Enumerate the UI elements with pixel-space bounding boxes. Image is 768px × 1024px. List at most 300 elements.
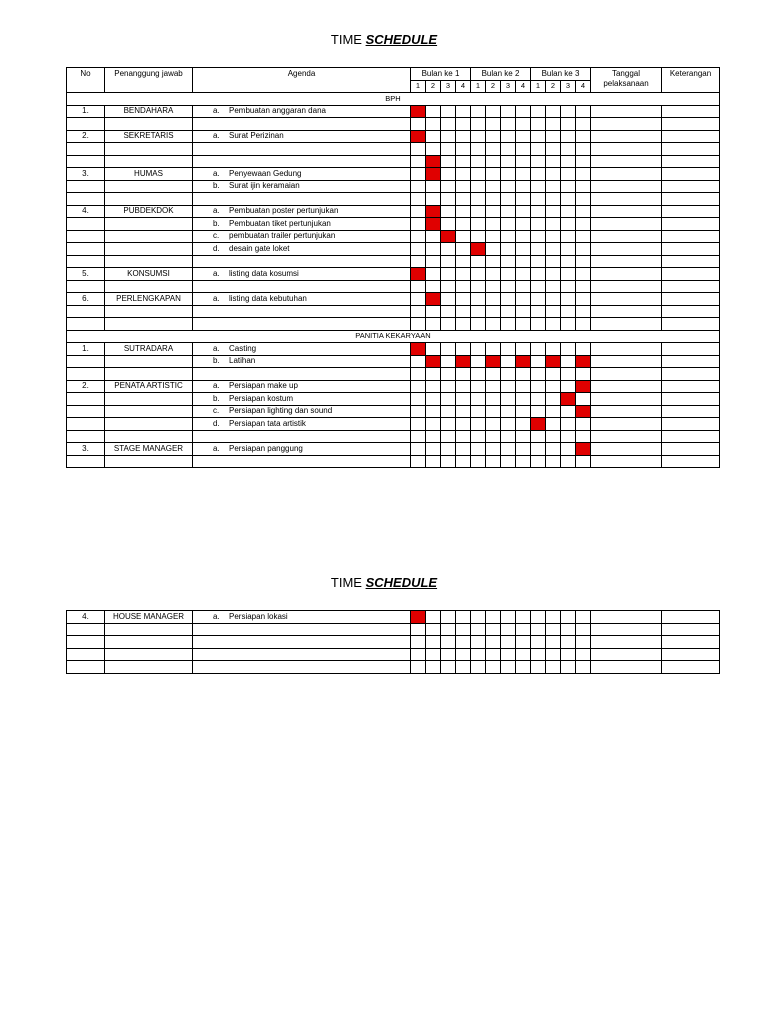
week-cell xyxy=(546,443,561,456)
week-cell xyxy=(561,455,576,468)
title-emphasis: SCHEDULE xyxy=(365,32,438,47)
week-cell xyxy=(531,205,546,218)
week-cell xyxy=(426,405,441,418)
table-row xyxy=(67,305,720,318)
week-cell xyxy=(561,168,576,181)
week-cell xyxy=(516,193,531,206)
week-cell xyxy=(516,268,531,281)
agenda-text: Pembuatan poster pertunjukan xyxy=(229,206,339,216)
week-cell xyxy=(486,280,501,293)
week-cell xyxy=(576,180,591,193)
table-row xyxy=(67,405,720,418)
week-cell xyxy=(576,430,591,443)
table-row xyxy=(67,243,720,256)
week-cell xyxy=(456,105,471,118)
week-cell xyxy=(516,636,531,649)
penanggung-jawab-cell xyxy=(105,193,193,206)
table-row xyxy=(67,623,720,636)
week-cell xyxy=(576,368,591,381)
week-cell xyxy=(471,118,486,131)
week-cell xyxy=(441,380,456,393)
week-cell xyxy=(411,405,426,418)
table-row xyxy=(67,611,720,624)
week-cell xyxy=(531,218,546,231)
week-cell xyxy=(576,130,591,143)
agenda-cell xyxy=(193,343,411,356)
week-cell xyxy=(561,218,576,231)
agenda-cell xyxy=(193,280,411,293)
week-cell xyxy=(486,118,501,131)
week-cell xyxy=(546,648,561,661)
week-cell xyxy=(486,293,501,306)
week-cell xyxy=(546,661,561,674)
week-cell xyxy=(516,293,531,306)
week-cell xyxy=(426,243,441,256)
week-cell xyxy=(531,180,546,193)
week-cell xyxy=(531,455,546,468)
week-cell xyxy=(471,130,486,143)
agenda-cell xyxy=(193,205,411,218)
week-cell xyxy=(516,648,531,661)
week-cell xyxy=(501,155,516,168)
week-cell xyxy=(486,455,501,468)
week-cell xyxy=(456,611,471,624)
row-number: 4. xyxy=(67,205,105,218)
week-cell xyxy=(576,318,591,331)
week-cell xyxy=(576,648,591,661)
tanggal-cell xyxy=(591,143,662,156)
week-cell xyxy=(471,393,486,406)
week-cell xyxy=(546,636,561,649)
week-cell xyxy=(456,230,471,243)
week-cell xyxy=(576,218,591,231)
week-cell xyxy=(456,623,471,636)
agenda-cell xyxy=(193,255,411,268)
penanggung-jawab-cell: KONSUMSI xyxy=(105,268,193,281)
agenda-letter: b. xyxy=(213,356,220,366)
week-cell xyxy=(576,418,591,431)
week-cell xyxy=(501,648,516,661)
keterangan-cell xyxy=(662,130,720,143)
week-cell xyxy=(441,280,456,293)
week-cell xyxy=(516,661,531,674)
week-cell xyxy=(441,180,456,193)
section-row xyxy=(67,330,720,343)
agenda-cell xyxy=(193,636,411,649)
agenda-cell xyxy=(193,218,411,231)
keterangan-cell xyxy=(662,118,720,131)
week-cell xyxy=(501,611,516,624)
week-cell xyxy=(426,418,441,431)
week-cell xyxy=(441,355,456,368)
week-cell xyxy=(441,218,456,231)
tanggal-cell xyxy=(591,405,662,418)
header-keterangan: Keterangan xyxy=(662,68,720,93)
row-number: 3. xyxy=(67,168,105,181)
week-cell xyxy=(441,155,456,168)
table-row xyxy=(67,155,720,168)
week-cell xyxy=(546,455,561,468)
week-cell xyxy=(516,168,531,181)
week-cell xyxy=(426,661,441,674)
keterangan-cell xyxy=(662,443,720,456)
week-cell xyxy=(456,305,471,318)
table-row xyxy=(67,343,720,356)
agenda-cell xyxy=(193,293,411,306)
tanggal-cell xyxy=(591,180,662,193)
schedule-mark xyxy=(546,355,561,368)
penanggung-jawab-cell xyxy=(105,368,193,381)
week-cell xyxy=(576,155,591,168)
week-cell xyxy=(501,443,516,456)
keterangan-cell xyxy=(662,393,720,406)
week-cell xyxy=(426,305,441,318)
row-number xyxy=(67,430,105,443)
week-cell xyxy=(426,280,441,293)
schedule-mark xyxy=(411,343,426,356)
agenda-cell xyxy=(193,368,411,381)
table-row xyxy=(67,648,720,661)
week-cell xyxy=(531,636,546,649)
week-cell xyxy=(411,193,426,206)
agenda-cell xyxy=(193,318,411,331)
week-cell xyxy=(516,155,531,168)
week-cell xyxy=(426,393,441,406)
week-cell xyxy=(426,648,441,661)
week-cell xyxy=(441,318,456,331)
page-title-2 xyxy=(0,575,768,590)
week-cell xyxy=(516,243,531,256)
week-cell xyxy=(531,648,546,661)
week-cell xyxy=(411,393,426,406)
week-cell xyxy=(426,623,441,636)
agenda-letter: a. xyxy=(213,268,220,278)
schedule-mark xyxy=(426,168,441,181)
week-cell xyxy=(576,118,591,131)
agenda-cell xyxy=(193,193,411,206)
week-cell xyxy=(486,623,501,636)
week-cell xyxy=(441,255,456,268)
week-cell xyxy=(411,430,426,443)
week-cell xyxy=(456,393,471,406)
week-cell xyxy=(471,155,486,168)
week-cell xyxy=(471,180,486,193)
week-cell xyxy=(516,230,531,243)
agenda-cell xyxy=(193,418,411,431)
agenda-text: Persiapan lighting dan sound xyxy=(229,406,333,416)
agenda-cell xyxy=(193,405,411,418)
header-tanggal: Tanggal pelaksanaan xyxy=(591,68,662,93)
week-cell xyxy=(471,355,486,368)
week-cell xyxy=(516,443,531,456)
week-cell xyxy=(426,180,441,193)
agenda-cell xyxy=(193,143,411,156)
week-cell xyxy=(546,105,561,118)
agenda-text: Persiapan tata artistik xyxy=(229,418,306,428)
week-cell xyxy=(426,380,441,393)
week-cell xyxy=(501,280,516,293)
week-cell xyxy=(546,205,561,218)
week-cell xyxy=(411,255,426,268)
keterangan-cell xyxy=(662,418,720,431)
week-number: 4 xyxy=(516,80,531,93)
week-cell xyxy=(456,268,471,281)
row-number xyxy=(67,636,105,649)
week-cell xyxy=(441,636,456,649)
week-cell xyxy=(486,168,501,181)
week-cell xyxy=(486,343,501,356)
agenda-letter: a. xyxy=(213,106,220,116)
week-cell xyxy=(561,636,576,649)
week-cell xyxy=(486,243,501,256)
week-cell xyxy=(561,180,576,193)
keterangan-cell xyxy=(662,661,720,674)
week-cell xyxy=(456,155,471,168)
penanggung-jawab-cell xyxy=(105,143,193,156)
agenda-cell xyxy=(193,380,411,393)
penanggung-jawab-cell xyxy=(105,180,193,193)
week-cell xyxy=(501,268,516,281)
week-cell xyxy=(411,180,426,193)
schedule-mark xyxy=(576,355,591,368)
row-number: 5. xyxy=(67,268,105,281)
week-cell xyxy=(471,268,486,281)
week-cell xyxy=(411,168,426,181)
week-cell xyxy=(516,143,531,156)
week-cell xyxy=(471,168,486,181)
week-cell xyxy=(561,318,576,331)
week-cell xyxy=(501,343,516,356)
week-cell xyxy=(501,218,516,231)
tanggal-cell xyxy=(591,430,662,443)
week-cell xyxy=(561,230,576,243)
week-cell xyxy=(531,443,546,456)
agenda-letter: c. xyxy=(213,231,220,241)
week-cell xyxy=(561,118,576,131)
penanggung-jawab-cell xyxy=(105,430,193,443)
row-number xyxy=(67,193,105,206)
keterangan-cell xyxy=(662,355,720,368)
table-row xyxy=(67,205,720,218)
week-cell xyxy=(531,230,546,243)
tanggal-cell xyxy=(591,393,662,406)
week-cell xyxy=(561,130,576,143)
week-cell xyxy=(531,105,546,118)
week-cell xyxy=(456,255,471,268)
week-cell xyxy=(531,293,546,306)
keterangan-cell xyxy=(662,180,720,193)
week-cell xyxy=(546,430,561,443)
week-cell xyxy=(411,318,426,331)
agenda-text: Penyewaan Gedung xyxy=(229,168,302,178)
week-cell xyxy=(501,143,516,156)
keterangan-cell xyxy=(662,305,720,318)
agenda-letter: b. xyxy=(213,393,220,403)
week-cell xyxy=(576,193,591,206)
row-number: 2. xyxy=(67,130,105,143)
week-cell xyxy=(441,105,456,118)
week-cell xyxy=(546,380,561,393)
penanggung-jawab-cell: PUBDEKDOK xyxy=(105,205,193,218)
week-cell xyxy=(516,130,531,143)
row-number xyxy=(67,243,105,256)
penanggung-jawab-cell xyxy=(105,636,193,649)
agenda-letter: b. xyxy=(213,218,220,228)
agenda-letter: c. xyxy=(213,406,220,416)
penanggung-jawab-cell: PERLENGKAPAN xyxy=(105,293,193,306)
agenda-letter: a. xyxy=(213,611,220,621)
week-cell xyxy=(561,155,576,168)
row-number xyxy=(67,255,105,268)
week-cell xyxy=(456,193,471,206)
tanggal-cell xyxy=(591,255,662,268)
week-cell xyxy=(576,168,591,181)
week-cell xyxy=(471,293,486,306)
week-cell xyxy=(531,118,546,131)
title-emphasis: SCHEDULE xyxy=(365,575,438,590)
week-cell xyxy=(441,168,456,181)
table-row xyxy=(67,418,720,431)
schedule-table xyxy=(66,67,720,468)
week-cell xyxy=(411,143,426,156)
week-number: 3 xyxy=(441,80,456,93)
tanggal-cell xyxy=(591,455,662,468)
week-cell xyxy=(486,205,501,218)
week-cell xyxy=(471,623,486,636)
week-cell xyxy=(486,255,501,268)
title-prefix: TIME xyxy=(330,32,362,47)
week-cell xyxy=(486,368,501,381)
row-number xyxy=(67,648,105,661)
penanggung-jawab-cell xyxy=(105,393,193,406)
week-cell xyxy=(426,368,441,381)
schedule-mark xyxy=(411,105,426,118)
week-cell xyxy=(561,430,576,443)
week-cell xyxy=(561,105,576,118)
table-row xyxy=(67,255,720,268)
week-cell xyxy=(501,623,516,636)
week-number: 2 xyxy=(546,80,561,93)
week-cell xyxy=(456,118,471,131)
week-cell xyxy=(441,268,456,281)
week-cell xyxy=(501,118,516,131)
row-number xyxy=(67,305,105,318)
penanggung-jawab-cell xyxy=(105,230,193,243)
week-cell xyxy=(546,368,561,381)
week-cell xyxy=(456,636,471,649)
week-cell xyxy=(426,318,441,331)
week-cell xyxy=(456,205,471,218)
agenda-text: Pembuatan anggaran dana xyxy=(229,106,326,116)
week-cell xyxy=(441,661,456,674)
agenda-text: Persiapan panggung xyxy=(229,443,303,453)
week-cell xyxy=(516,368,531,381)
week-cell xyxy=(486,218,501,231)
table-row xyxy=(67,268,720,281)
penanggung-jawab-cell: STAGE MANAGER xyxy=(105,443,193,456)
penanggung-jawab-cell xyxy=(105,118,193,131)
schedule-table-2 xyxy=(66,610,720,674)
week-cell xyxy=(456,143,471,156)
table-row xyxy=(67,230,720,243)
tanggal-cell xyxy=(591,355,662,368)
week-cell xyxy=(561,418,576,431)
week-cell xyxy=(531,155,546,168)
week-cell xyxy=(486,443,501,456)
week-number: 1 xyxy=(471,80,486,93)
week-cell xyxy=(546,405,561,418)
tanggal-cell xyxy=(591,368,662,381)
week-cell xyxy=(531,368,546,381)
keterangan-cell xyxy=(662,205,720,218)
header-month: Bulan ke 1 xyxy=(411,68,471,81)
week-cell xyxy=(441,143,456,156)
keterangan-cell xyxy=(662,368,720,381)
week-cell xyxy=(501,193,516,206)
week-number: 1 xyxy=(531,80,546,93)
week-cell xyxy=(426,636,441,649)
header-month: Bulan ke 2 xyxy=(471,68,531,81)
tanggal-cell xyxy=(591,318,662,331)
keterangan-cell xyxy=(662,230,720,243)
week-cell xyxy=(561,243,576,256)
schedule-mark xyxy=(426,155,441,168)
week-cell xyxy=(441,430,456,443)
tanggal-cell xyxy=(591,648,662,661)
week-cell xyxy=(426,230,441,243)
penanggung-jawab-cell xyxy=(105,623,193,636)
week-cell xyxy=(576,636,591,649)
keterangan-cell xyxy=(662,243,720,256)
penanggung-jawab-cell xyxy=(105,255,193,268)
week-cell xyxy=(501,455,516,468)
week-cell xyxy=(471,205,486,218)
week-cell xyxy=(441,343,456,356)
week-cell xyxy=(501,130,516,143)
penanggung-jawab-cell: HOUSE MANAGER xyxy=(105,611,193,624)
week-cell xyxy=(501,355,516,368)
week-cell xyxy=(501,393,516,406)
week-cell xyxy=(501,418,516,431)
week-cell xyxy=(501,661,516,674)
table-row xyxy=(67,443,720,456)
week-cell xyxy=(516,393,531,406)
week-cell xyxy=(561,368,576,381)
week-cell xyxy=(576,611,591,624)
keterangan-cell xyxy=(662,455,720,468)
title-prefix: TIME xyxy=(330,575,362,590)
schedule-mark xyxy=(576,380,591,393)
week-cell xyxy=(516,405,531,418)
week-number: 2 xyxy=(426,80,441,93)
agenda-letter: b. xyxy=(213,181,220,191)
penanggung-jawab-cell xyxy=(105,355,193,368)
row-number xyxy=(67,180,105,193)
week-cell xyxy=(531,268,546,281)
header-row xyxy=(67,68,720,81)
row-number xyxy=(67,318,105,331)
week-cell xyxy=(411,380,426,393)
keterangan-cell xyxy=(662,268,720,281)
row-number xyxy=(67,230,105,243)
agenda-cell xyxy=(193,118,411,131)
keterangan-cell xyxy=(662,611,720,624)
week-cell xyxy=(516,343,531,356)
week-cell xyxy=(486,393,501,406)
week-cell xyxy=(441,293,456,306)
row-number xyxy=(67,418,105,431)
week-cell xyxy=(486,430,501,443)
